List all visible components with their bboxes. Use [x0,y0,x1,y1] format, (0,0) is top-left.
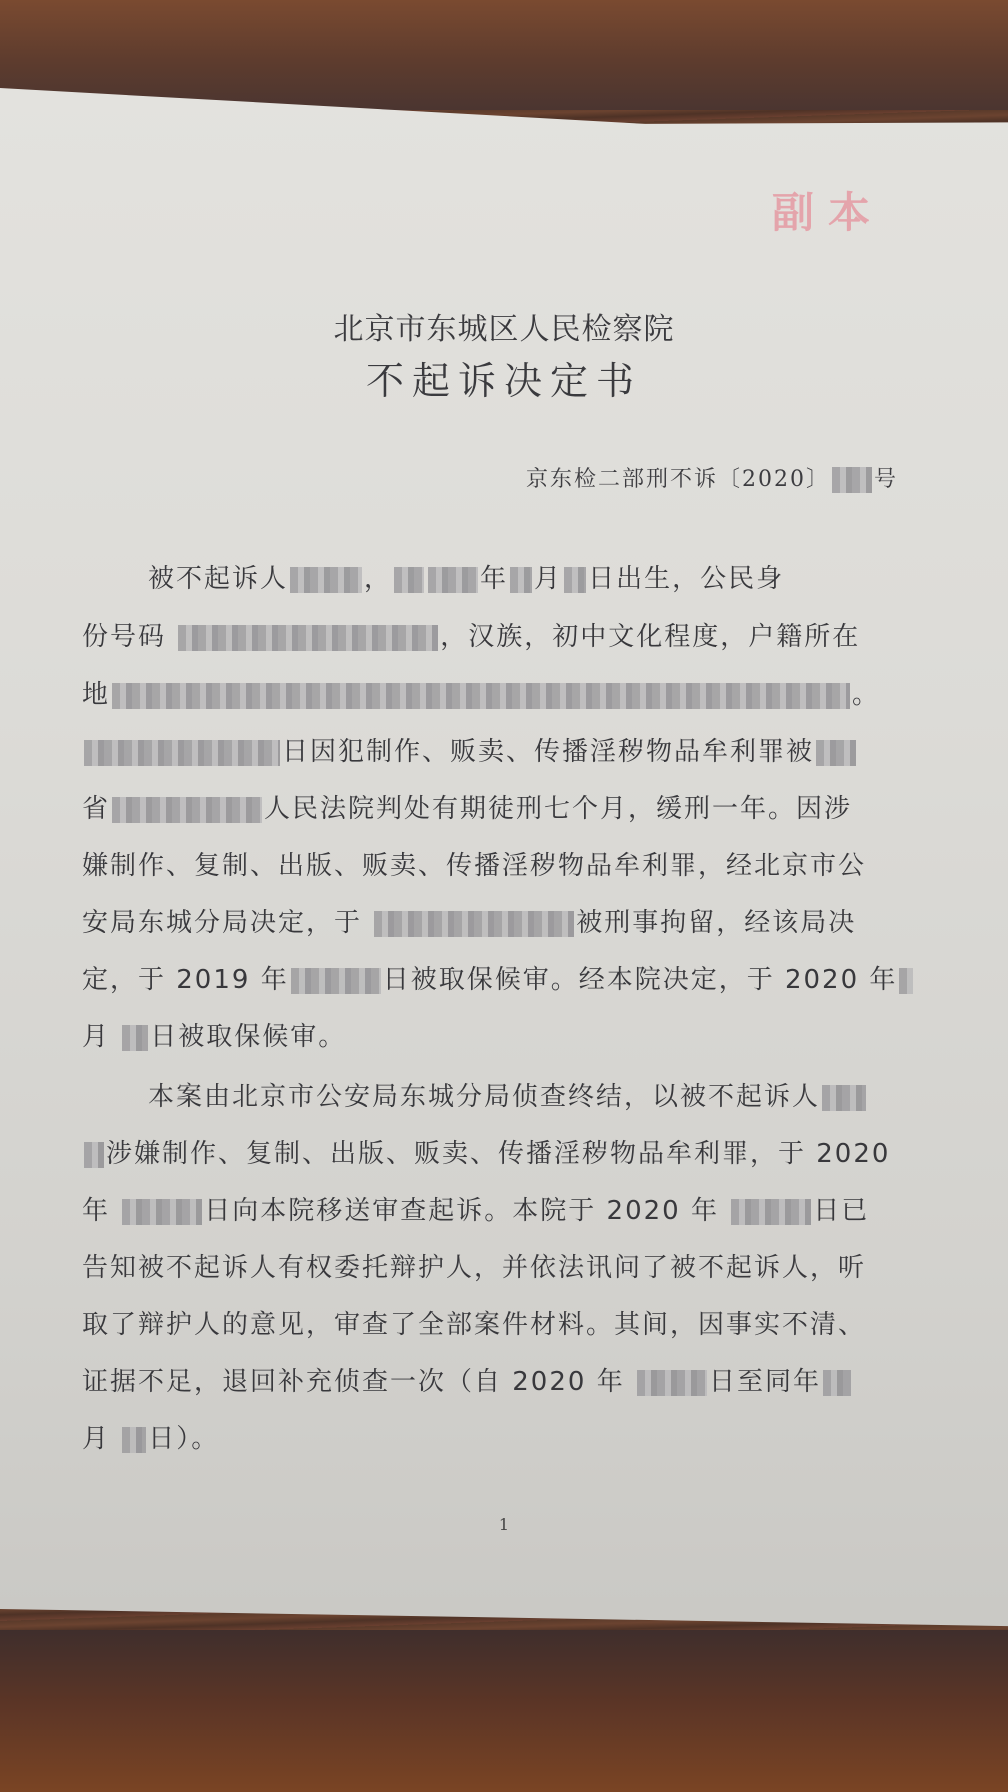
redacted-block [122,1427,146,1453]
redacted-block [112,797,262,823]
text-segment: 嫌制作、复制、出版、贩卖、传播淫秽物品牟利罪，经北京市公 [82,851,867,881]
redacted-block [428,567,478,593]
redacted-block [899,968,913,994]
redacted-block [510,567,532,593]
text-segment: 证据不足，退回补充侦查一次（自 2020 年 [82,1367,625,1397]
text-segment: 号 [873,467,898,492]
body-line [82,1190,869,1227]
text-segment: 涉嫌制作、复制、出版、贩卖、传播淫秽物品牟利罪，于 2020 [106,1139,891,1169]
body-line [82,731,858,768]
page-number: 1 [498,1515,510,1534]
text-segment: 日）。 [148,1424,220,1454]
body-line [82,1016,346,1053]
text-segment: 本案由北京市公安局东城分局侦查终结，以被不起诉人 [148,1082,821,1112]
text-segment: 日向本院移送审查起诉。本院于 2020 年 [204,1196,719,1226]
text-segment: 月 [82,1424,111,1454]
text-segment: 日被取保候审。 [150,1022,347,1052]
text-segment: 地 [82,680,111,710]
body-line [148,1076,868,1113]
body-line [82,1304,866,1341]
redacted-block [178,625,438,651]
text-segment: 被刑事拘留，经该局决 [576,908,857,938]
redacted-block [122,1025,148,1051]
table-surface-bottom [0,1630,1008,1792]
text-segment: 告知被不起诉人有权委托辩护人，并依法讯问了被不起诉人，听 [82,1253,867,1283]
body-line [82,959,915,996]
text-segment: ， [364,564,393,594]
text-segment: 被不起诉人 [148,564,289,594]
institution-title: 北京市东城区人民检察院 [333,312,675,347]
text-segment: 安局东城分局决定，于 [82,908,363,938]
text-segment: 定，于 2019 年 [82,965,289,995]
text-segment: 份号码 [82,622,167,652]
text-segment: 取了辩护人的意见，审查了全部案件材料。其间，因事实不清、 [82,1310,867,1340]
redacted-block [84,740,280,766]
redacted-block [394,567,424,593]
redacted-block [731,1199,811,1225]
redacted-block [290,567,362,593]
copy-stamp: 副本 [772,188,885,237]
body-line [82,845,866,882]
text-segment: 日因犯制作、贩卖、传播淫秽物品牟利罪被 [282,737,815,767]
body-line [82,674,880,711]
document-title: 不起诉决定书 [365,359,642,403]
text-segment: 年 [82,1196,111,1226]
text-segment: 日出生，公民身 [588,564,785,594]
redacted-block [637,1370,707,1396]
redacted-block [564,567,586,593]
text-segment: 日被取保候审。经本院决定，于 2020 年 [382,965,898,995]
redacted-block [823,1370,851,1396]
body-line [82,1247,866,1284]
text-segment: 省 [82,794,111,824]
body-line [82,1418,219,1455]
document-number [526,462,898,493]
redacted-block [374,911,574,937]
body-line [82,788,852,825]
text-segment: ，汉族，初中文化程度，户籍所在 [440,622,861,652]
text-segment: 。 [852,680,881,710]
text-segment: 日已 [813,1196,870,1226]
redacted-block [291,968,381,994]
text-segment: 年 [480,564,509,594]
body-line [82,616,860,653]
body-line [82,1133,890,1170]
text-segment: 月 [534,564,563,594]
redacted-block [84,1142,104,1168]
redacted-block [832,467,872,493]
body-line [82,1361,853,1398]
redacted-block [122,1199,202,1225]
redacted-block [112,683,850,709]
text-segment: 人民法院判处有期徒刑七个月，缓刑一年。因涉 [264,794,853,824]
redacted-block [816,740,856,766]
text-segment: 京东检二部刑不诉〔2020〕 [525,467,830,492]
table-surface-top [0,0,1008,110]
redacted-block [822,1085,866,1111]
body-line [82,902,856,939]
text-segment: 日至同年 [708,1367,821,1397]
body-line [148,558,784,595]
text-segment: 月 [82,1022,111,1052]
